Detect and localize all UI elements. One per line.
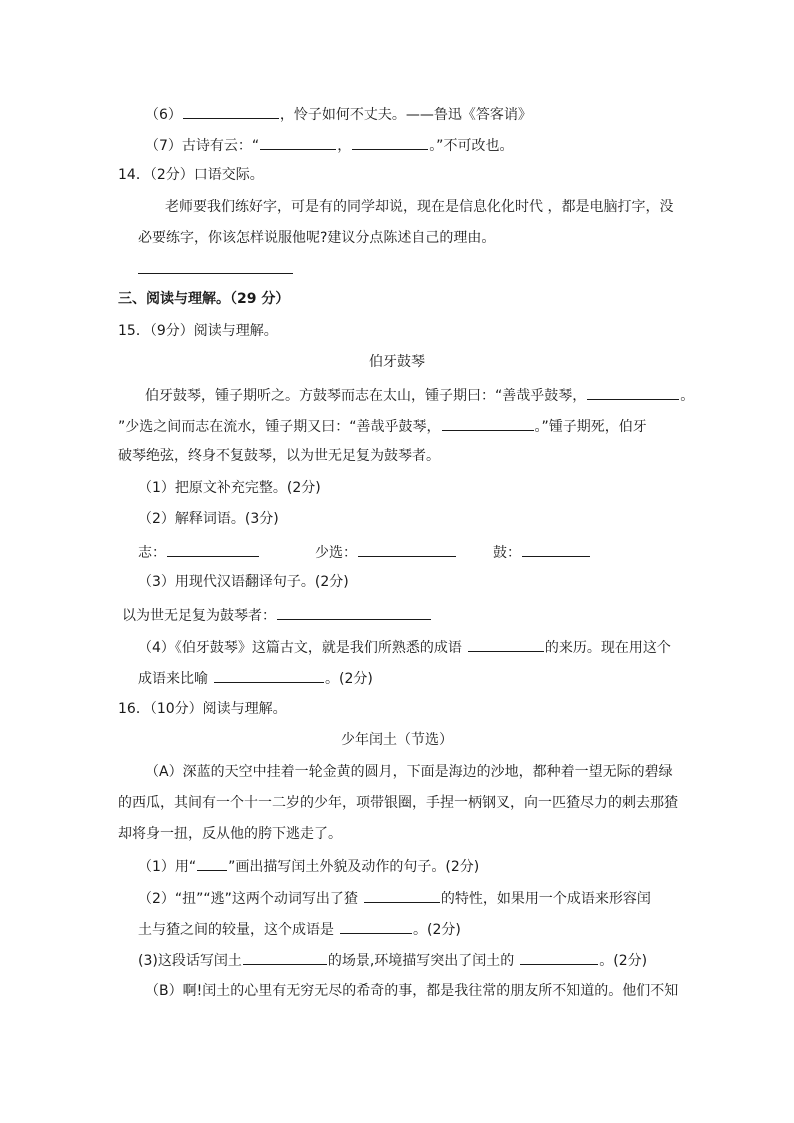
- q16-sub1: （1）用“ ”画出描写闰土外貌及动作的句子。(2分): [138, 855, 479, 877]
- q15-sub3: （3）用现代汉语翻译句子。(2分): [138, 574, 349, 590]
- q15-header: 15．（9分）阅读与理解。: [118, 323, 278, 339]
- q16-sub3: (3)这段话写闰土 的场景,环境描写突出了闰土的 。(2分): [138, 949, 647, 971]
- answer-blank[interactable]: [352, 134, 428, 150]
- answer-blank[interactable]: [468, 636, 544, 652]
- q15-term-zhi: 志：: [138, 541, 260, 563]
- q16-passage-b-line1: （B）啊!闰土的心里有无穷无尽的希奇的事，都是我往常的朋友所不知道的。他们不知: [145, 983, 679, 999]
- q15-sub3-sentence: 以为世无足复为鼓琴者：: [122, 604, 432, 626]
- answer-blank[interactable]: [243, 949, 327, 965]
- q15-sub4-line2: 成语来比喻 。(2分): [138, 667, 373, 689]
- q16-header: 16．（10分）阅读与理解。: [118, 701, 287, 717]
- q15-passage-line1: 伯牙鼓琴，锺子期听之。方鼓琴而志在太山，锺子期曰：“善哉乎鼓琴， 。: [145, 384, 694, 406]
- q16-sub2-line2: 土与猹之间的较量，这个成语是 。(2分): [138, 918, 461, 940]
- answer-blank[interactable]: [183, 103, 279, 119]
- q14-header: 14．（2分）口语交际。: [118, 167, 264, 183]
- answer-blank[interactable]: [214, 667, 324, 683]
- answer-blank[interactable]: [358, 541, 456, 557]
- answer-blank[interactable]: [442, 415, 534, 431]
- q14-answer-line[interactable]: [138, 273, 293, 274]
- answer-blank[interactable]: [260, 134, 336, 150]
- q13-item-7: （7）古诗有云：“ ， 。”不可改也。: [145, 134, 513, 156]
- answer-blank[interactable]: [277, 604, 431, 620]
- q16-passage-a-line2: 的西瓜，其间有一个十一二岁的少年，项带银圈，手捏一柄钢叉，向一匹猹尽力的刺去那猹: [118, 795, 678, 811]
- q13-item-6: （6） ，怜子如何不丈夫。——鲁迅《答客诮》: [145, 103, 532, 125]
- q15-passage-line2: ”少选之间而志在流水，锺子期又曰：“善哉乎鼓琴， 。”锺子期死，伯牙: [118, 415, 647, 437]
- q15-term-gu: 鼓：: [493, 541, 591, 563]
- answer-blank[interactable]: [520, 949, 598, 965]
- q14-paragraph-line2: 必要练字，你该怎样说服他呢?建议分点陈述自己的理由。: [138, 230, 496, 246]
- q14-paragraph-line1: 老师要我们练好字，可是有的同学却说，现在是信息化化时代 ，都是电脑打字，没: [165, 199, 674, 215]
- answer-blank[interactable]: [340, 918, 412, 934]
- q16-sub2-line1: （2）“扭”“逃”这两个动词写出了猹 的特性，如果用一个成语来形容闰: [138, 887, 651, 909]
- answer-blank[interactable]: [167, 541, 259, 557]
- q16-passage-title: 少年闰土（节选）: [341, 732, 453, 748]
- q16-passage-a-line3: 却将身一扭，反从他的胯下逃走了。: [118, 826, 342, 842]
- q16-passage-a-line1: （A）深蓝的天空中挂着一轮金黄的圆月，下面是海边的沙地，都种着一望无际的碧绿: [145, 764, 673, 780]
- q15-sub2: （2）解释词语。(3分): [138, 511, 279, 527]
- answer-blank[interactable]: [587, 384, 679, 400]
- q15-passage-title: 伯牙鼓琴: [369, 354, 425, 370]
- q15-sub4-line1: （4）《伯牙鼓琴》这篇古文，就是我们所熟悉的成语 的来历。现在用这个: [138, 636, 671, 658]
- underline-mark: [197, 855, 227, 871]
- q15-sub1: （1）把原文补充完整。(2分): [138, 480, 321, 496]
- answer-blank[interactable]: [522, 541, 590, 557]
- answer-blank[interactable]: [364, 887, 440, 903]
- q15-passage-line3: 破琴绝弦，终身不复鼓琴，以为世无足复为鼓琴者。: [118, 448, 440, 464]
- section-3-header: 三、阅读与理解。（29 分）: [118, 291, 290, 307]
- q15-term-shaoxuan: 少选：: [315, 541, 457, 563]
